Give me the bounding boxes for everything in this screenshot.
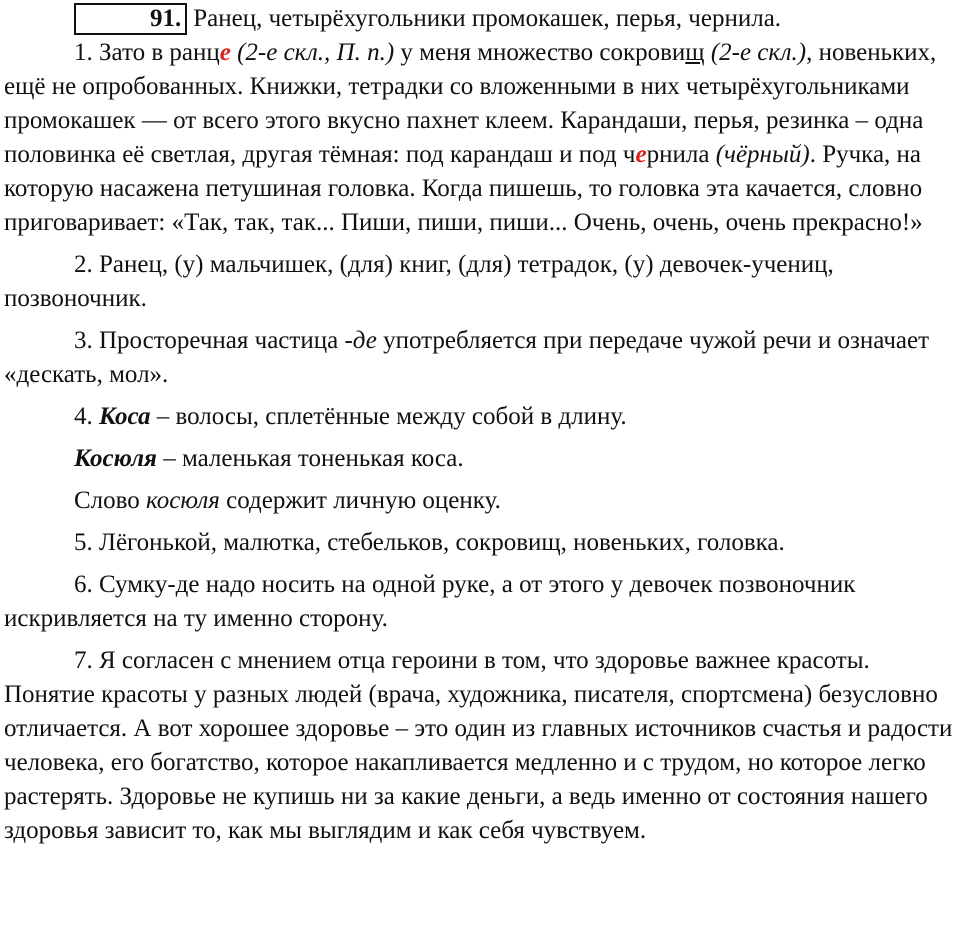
answer-4-third-text-a: Слово [74, 487, 147, 514]
answer-1-note-2: (2-е скл.) [710, 39, 807, 66]
answer-1-text-e: . Ручка, на которую насажена петушиная головка. Когда пишешь, то головка эта качается, словно приговаривает: «Так, так, так... Пиши, пиши, пиши... Очень, очень, очень прекрасно!» [4, 141, 923, 236]
answer-3-text-b: употребляется при передаче чужой речи и означает «дескать, мол». [4, 327, 930, 388]
answer-4-third-word: косюля [146, 487, 220, 514]
document-page [4, 2, 956, 856]
answer-1-note-3: (чёрный) [715, 141, 810, 168]
task-title: Ранец, четырёхугольники промокашек, перья, чернила. [193, 5, 782, 32]
answer-1 [4, 36, 956, 240]
answer-3 [4, 324, 956, 392]
answer-1-underlined-letter: щ [685, 39, 705, 66]
task-heading [4, 2, 956, 36]
answer-6: 6. Сумку-де надо носить на одной руке, а от этого у девочек позвоночник искривляется на ту именно сторону. [4, 571, 856, 632]
answer-4-second-text: – маленькая тоненькая коса. [156, 445, 464, 472]
answer-4-text-b: – волосы, сплетённые между собой в длину. [150, 403, 627, 430]
answer-4-term: Коса [99, 403, 151, 430]
answer-1-red-letter-2: е [635, 141, 647, 168]
answer-4-second-term: Косюля [74, 445, 157, 472]
answer-3-particle: -де [344, 327, 377, 354]
answer-5: 5. Лёгонькой, малютка, стебельков, сокровищ, новеньких, головка. [74, 529, 785, 556]
answer-2: 2. Ранец, (у) мальчишек, (для) книг, (для) тетрадок, (у) девочек-учениц, позвоночник. [4, 251, 834, 312]
answer-4-text-a: 4. [74, 403, 99, 430]
task-number: 91. [74, 3, 187, 35]
answer-1-text-b: у меня множество сокрови [394, 39, 686, 66]
answer-4-third [4, 484, 956, 518]
answer-1-note-1: (2-е скл., П. п.) [237, 39, 395, 66]
answer-7: 7. Я согласен с мнением отца героини в том, что здоровье важнее красоты. Понятие красоты у разных людей (врача, художника, писателя, спортсмена) безусловно отличается. А вот хорошее здоровье – это один из главных источников счастья и радости человека, его богатство, которое накапливается медленно и с трудом, но которое легко растерять. Здоровье не купишь ни за какие деньги, а ведь именно от состояния нашего здоровья зависит то, как мы выглядим и как себя чувствуем. [4, 647, 953, 844]
answer-4 [4, 400, 956, 434]
answer-4-second [4, 442, 956, 476]
answer-1-text-d: рнила [646, 141, 716, 168]
answer-1-text-c: , новеньких, ещё не опробованных. Книжки, тетрадки со вложенными в них четырёхугольниками промокашек — от всего этого вкусно пахнет клеем. Карандаши, перья, резинка – одна половинка её светлая, другая тёмная: под карандаш и под ч [4, 39, 937, 168]
answer-3-text-a: 3. Просторечная частица [74, 327, 345, 354]
answer-1-red-letter-1: е [219, 39, 231, 66]
answer-1-text-a: 1. Зато в ранц [74, 39, 220, 66]
answer-4-third-text-b: содержит личную оценку. [219, 487, 501, 514]
